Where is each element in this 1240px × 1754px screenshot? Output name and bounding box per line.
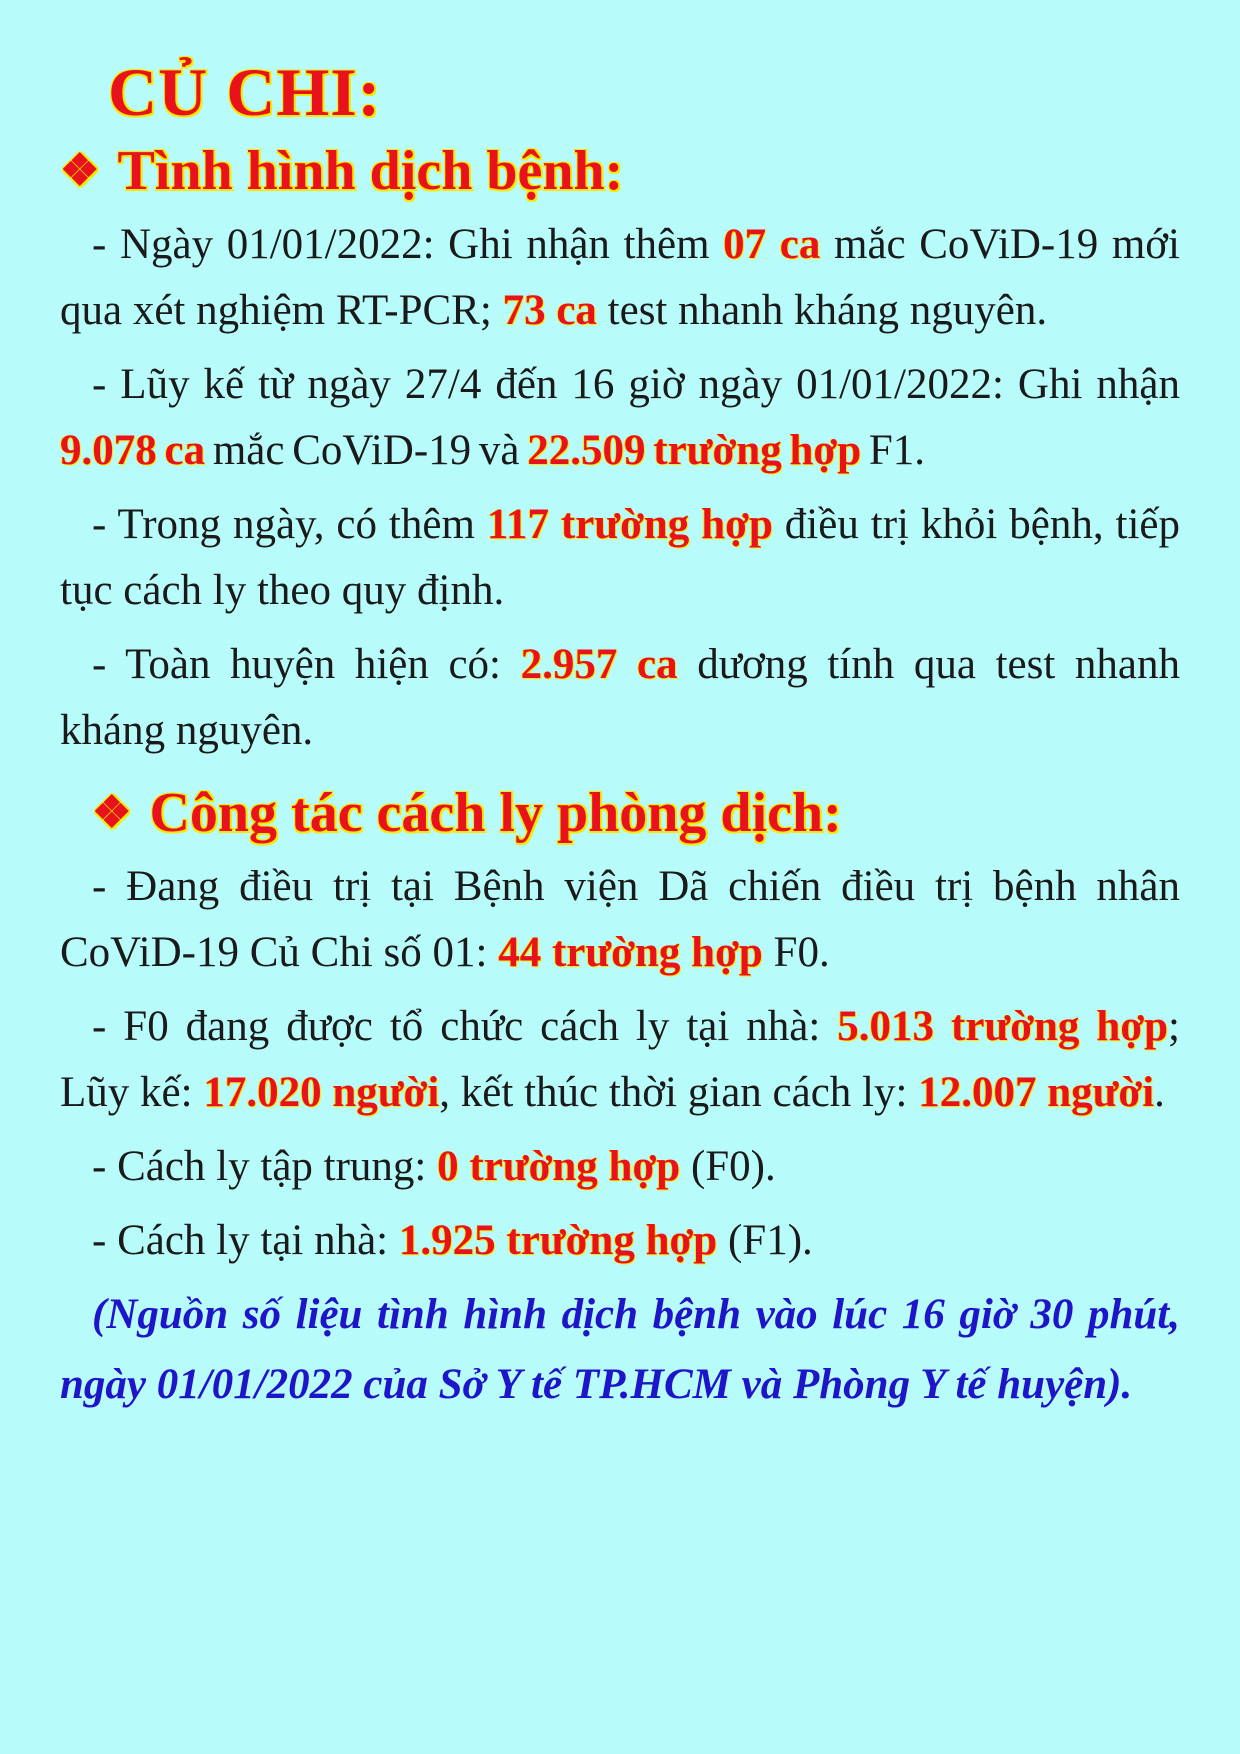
source-note: (Nguồn số liệu tình hình dịch bệnh vào lúc 16 giờ 30 phút, ngày 01/01/2022 của Sở Y tế TP.HCM và Phòng Y tế huyện). [60, 1291, 1180, 1408]
highlight-number: 22.509 trường hợp [527, 427, 862, 474]
text: F0. [762, 929, 830, 976]
epidemic-item-positive [60, 632, 1180, 764]
highlight-number: 9.078 ca [60, 427, 206, 474]
highlight-number: 12.007 người [918, 1069, 1155, 1116]
highlight-number: 0 trường hợp [437, 1143, 681, 1190]
highlight-number: 5.013 trường hợp [837, 1003, 1169, 1050]
section-heading-isolation [92, 778, 1180, 848]
text: điều trị khỏi bệnh, tiếp tục cách ly theo quy định. [60, 501, 1180, 614]
isolation-item-home-f0 [60, 994, 1180, 1126]
text: - Toàn huyện hiện có: [92, 641, 521, 688]
text: (F0). [680, 1143, 776, 1190]
text: ; Lũy kế: [60, 1003, 1180, 1116]
text: test nhanh kháng nguyên. [596, 287, 1048, 334]
diamond-bullet-icon: ❖ [60, 146, 100, 195]
highlight-number: 17.020 người [203, 1069, 440, 1116]
epidemic-item-cumulative [60, 352, 1180, 484]
highlight-number: 07 ca [723, 221, 821, 268]
section-heading-label: Công tác cách ly phòng dịch: [149, 782, 842, 844]
text: - Cách ly tại nhà: [92, 1217, 399, 1264]
highlight-number: 73 ca [502, 287, 597, 334]
text: - Đang điều trị tại Bệnh viện Dã chiến điều trị bệnh nhân CoViD-19 Củ Chi số 01: [60, 863, 1180, 976]
text: mắc CoViD-19 mới qua xét nghiệm RT-PCR; [60, 221, 1180, 334]
text: . [1154, 1069, 1165, 1116]
page-title: CỦ CHI: [108, 54, 382, 130]
highlight-number: 2.957 ca [520, 641, 678, 688]
bulletin [60, 52, 1180, 1463]
text: (F1). [717, 1217, 813, 1264]
highlight-number: 117 trường hợp [486, 501, 773, 548]
highlight-number: 1.925 trường hợp [398, 1217, 718, 1264]
text: - F0 đang được tổ chức cách ly tại nhà: [92, 1003, 838, 1050]
text: - Lũy kế từ ngày 27/4 đến 16 giờ ngày 01/01/2022: Ghi nhận [92, 361, 1180, 408]
epidemic-item-recovered [60, 492, 1180, 624]
text: - Trong ngày, có thêm [92, 501, 487, 548]
highlight-number: 44 trường hợp [498, 929, 763, 976]
text: dương tính qua test nhanh kháng nguyên. [60, 641, 1180, 754]
section-heading-epidemic [60, 136, 1180, 206]
diamond-bullet-icon: ❖ [92, 788, 132, 837]
isolation-item-hospital [60, 854, 1180, 986]
isolation-item-centralized [60, 1134, 1180, 1200]
text: - Cách ly tập trung: [92, 1143, 438, 1190]
section-heading-label: Tình hình dịch bệnh: [117, 140, 624, 202]
text: F1. [861, 427, 926, 474]
text: mắc CoViD-19 và [205, 427, 528, 474]
epidemic-item-daily [60, 212, 1180, 344]
text: , kết thúc thời gian cách ly: [439, 1069, 919, 1116]
text: - Ngày 01/01/2022: Ghi nhận thêm [92, 221, 724, 268]
isolation-item-home-f1 [60, 1208, 1180, 1274]
